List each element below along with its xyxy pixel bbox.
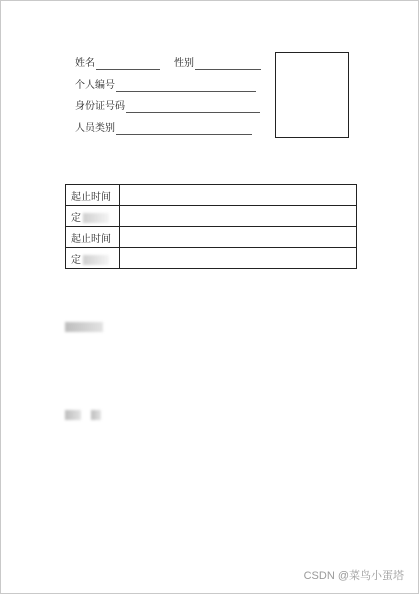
name-field [75, 58, 160, 70]
staff-type-field [75, 123, 252, 135]
name-label: 姓名 [75, 58, 95, 69]
watermark: CSDN @菜鸟小蛋塔 [303, 570, 404, 582]
row-value-cell [120, 206, 357, 227]
redacted-text-block [65, 322, 103, 333]
table-row [66, 206, 357, 227]
row-label: 起止时间 [66, 227, 120, 248]
gender-blank-line [195, 59, 261, 70]
id-card-label: 身份证号码 [75, 101, 125, 112]
row-value-cell [120, 185, 357, 206]
gender-label: 性别 [174, 58, 194, 69]
redacted-text [83, 255, 109, 265]
gender-field [174, 58, 261, 70]
table-row [66, 248, 357, 269]
redacted-text [65, 322, 103, 332]
personal-id-label: 个人编号 [75, 80, 115, 91]
table-row [66, 185, 357, 206]
records-table [65, 184, 357, 269]
redacted-text [65, 410, 81, 420]
redacted-text-block [65, 410, 101, 421]
table-row [66, 227, 357, 248]
staff-type-blank-line [116, 124, 252, 135]
row-value-cell [120, 248, 357, 269]
personal-id-field [75, 80, 256, 92]
row-value-cell [120, 227, 357, 248]
id-card-blank-line [126, 102, 260, 113]
redacted-text [83, 213, 109, 223]
redacted-text [91, 410, 101, 420]
row-label-cell [66, 206, 120, 227]
row-label: 起止时间 [66, 185, 120, 206]
staff-type-label: 人员类别 [75, 123, 115, 134]
photo-placeholder [275, 52, 349, 138]
row-label: 定 [71, 254, 81, 266]
name-blank-line [96, 59, 160, 70]
id-card-field [75, 101, 260, 113]
row-label-cell [66, 248, 120, 269]
personal-id-blank-line [116, 81, 256, 92]
row-label: 定 [71, 212, 81, 224]
